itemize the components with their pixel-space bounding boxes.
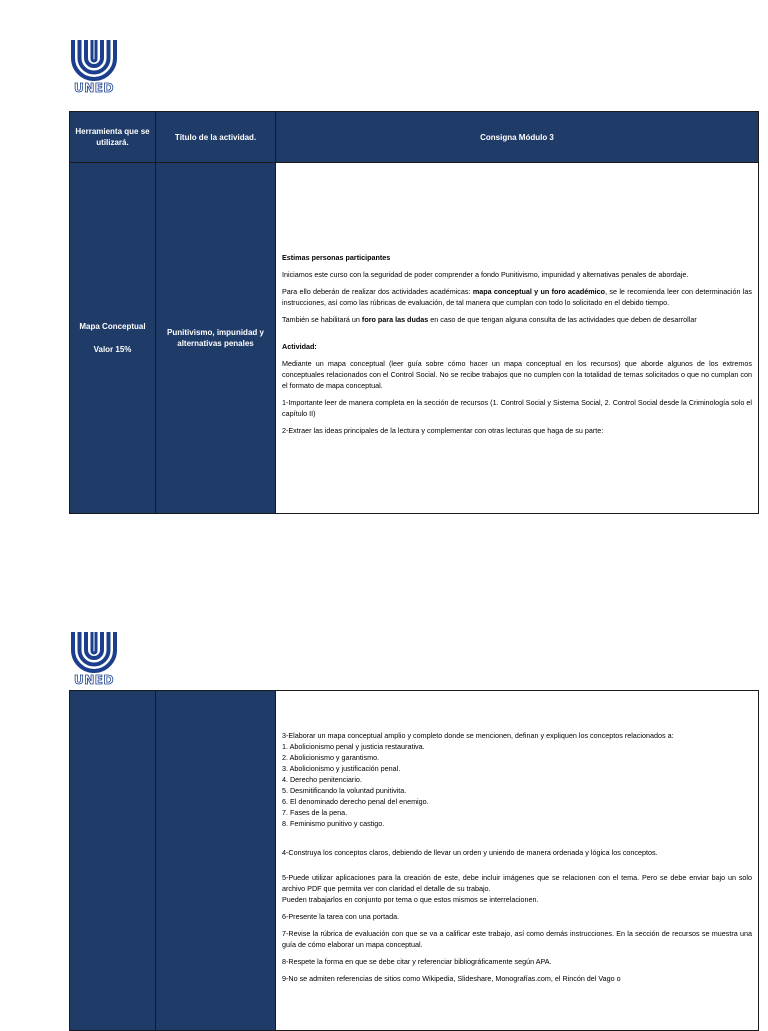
activity-title: Punitivismo, impunidad y alternativas penales xyxy=(167,328,264,348)
uned-logo-text: UNED xyxy=(74,673,114,687)
instructions-cell-continued xyxy=(276,691,759,1031)
topic-6: 6. El denominado derecho penal del enemigo. xyxy=(282,796,429,806)
step-8: 8-Respete la forma en que se debe citar y referenciar bibliográficamente según APA. xyxy=(282,956,552,966)
step-2: 2-Extraer las ideas principales de la lectura y complementar con otras lecturas que haga de su parte: xyxy=(282,426,604,435)
greeting: Estimas personas participantes xyxy=(282,253,391,262)
uned-logo-text: UNED xyxy=(74,81,114,95)
step-5: 5-Puede utilizar aplicaciones para la creación de este, debe incluir imágenes que se relacionen con el tema. Pero se debe enviar bajo un solo archivo PDF que permita ver con claridad el detalle de su trabajo. xyxy=(282,872,752,893)
tool-cell-empty xyxy=(70,691,156,1031)
activity-heading: Actividad: xyxy=(282,342,317,351)
topic-5: 5. Desmitificando la voluntad punitivita. xyxy=(282,785,407,795)
step-7: 7-Revise la rúbrica de evaluación con que se va a calificar este trabajo, así como demás instrucciones. En la sección de recursos se muestra una guía de cómo elaborar un mapa conceptual. xyxy=(282,928,752,949)
uned-emblem-icon xyxy=(70,628,118,674)
uned-emblem-icon xyxy=(70,36,118,82)
tool-value: Valor 15% xyxy=(93,345,132,354)
topic-8: 8. Feminismo punitivo y castigo. xyxy=(282,818,385,828)
step-6: 6-Presente la tarea con una portada. xyxy=(282,911,400,921)
instructions-cell xyxy=(276,163,759,514)
table-row xyxy=(70,163,759,514)
topic-4: 4. Derecho penitenciario. xyxy=(282,774,362,784)
table-row xyxy=(70,691,759,1031)
activity-title-cell xyxy=(156,163,276,514)
uned-logo xyxy=(70,36,118,96)
tool-cell xyxy=(70,163,156,514)
step-5-note: Pueden trabajarlos en conjunto por tema o que estos mismos se interrelacionen. xyxy=(282,894,539,904)
concept-map-paragraph: Mediante un mapa conceptual (leer guía sobre cómo hacer un mapa conceptual en los recursos) que aborde algunos de los extremos conceptuales relacionados con el Control Social. No se recibe trabajos que no cumplen con la totalidad de temas solicitados o que no cumplan con el formato de mapa conceptual. xyxy=(282,359,752,390)
header-tool: Herramienta que se utilizará. xyxy=(70,112,156,163)
header-instructions: Consigna Módulo 3 xyxy=(276,112,759,163)
uned-logo-2 xyxy=(70,628,118,688)
step-9: 9-No se admiten referencias de sitios como Wikipedia, Slideshare, Monografías.com, el Rincón del Vago o xyxy=(282,973,621,983)
intro-paragraph: Iniciamos este curso con la seguridad de poder comprender a fondo Punitivismo, impunidad y alternativas penales de abordaje. xyxy=(282,270,689,279)
header-title: Título de la actividad. xyxy=(156,112,276,163)
topic-1: 1. Abolicionismo penal y justicia restaurativa. xyxy=(282,741,425,751)
topic-2: 2. Abolicionismo y garantismo. xyxy=(282,752,380,762)
activity-title-cell-empty xyxy=(156,691,276,1031)
tool-name: Mapa Conceptual xyxy=(79,322,146,331)
forum-paragraph: También se habilitará un foro para las dudas en caso de que tengan alguna consulta de las actividades que deben de desarrollar xyxy=(282,315,697,324)
table-header-row xyxy=(70,112,759,163)
topic-7: 7. Fases de la pena. xyxy=(282,807,348,817)
activity-table xyxy=(69,111,759,514)
topic-3: 3. Abolicionismo y justificación penal. xyxy=(282,763,401,773)
activities-paragraph: Para ello deberán de realizar dos actividades académicas: mapa conceptual y un foro académico, se le recomienda leer con determinación las instrucciones, así como las rúbricas de evaluación, de tal manera que cumplan con todo lo solicitado en el debido tiempo. xyxy=(282,287,753,307)
step-3: 3-Elaborar un mapa conceptual amplio y completo donde se mencionen, definan y expliquen los conceptos relacionados a: xyxy=(282,730,674,740)
step-1: 1-Importante leer de manera completa en la sección de recursos (1. Control Social y Sistema Social, 2. Control Social desde la Criminología solo el capítulo II) xyxy=(282,398,752,418)
step-4: 4-Construya los conceptos claros, debiendo de llevar un orden y uniendo de manera ordenada y lógica los conceptos. xyxy=(282,847,658,857)
activity-table-continued xyxy=(69,690,759,1031)
